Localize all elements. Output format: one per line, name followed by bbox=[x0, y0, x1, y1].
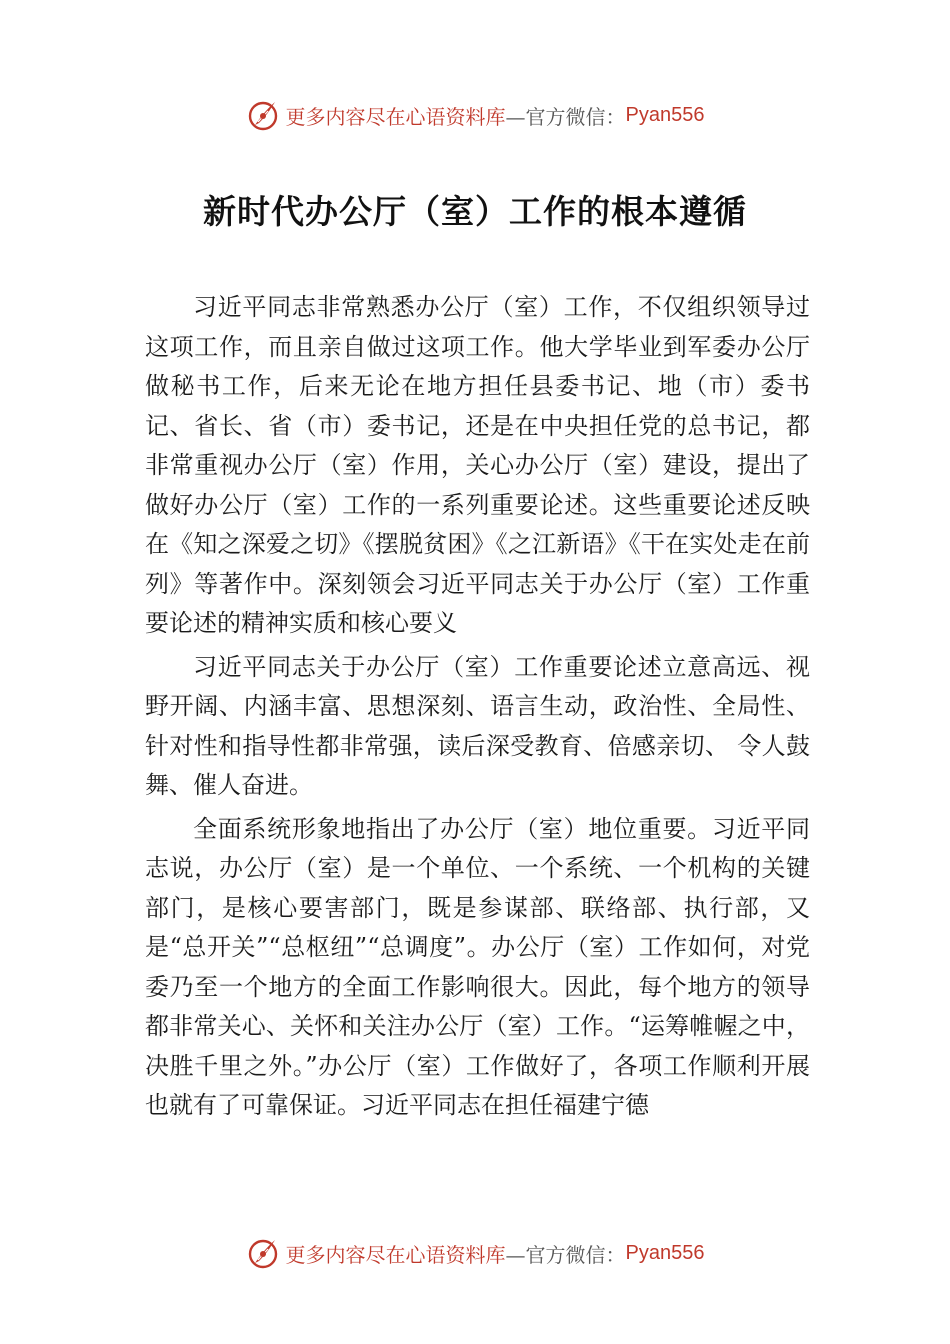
document-title: 新时代办公厅（室）工作的根本遵循 bbox=[203, 192, 747, 231]
banner-wechat-id: Pyan556 bbox=[625, 1241, 705, 1264]
banner-title: 更多内容尽在心语资料库 bbox=[285, 104, 506, 129]
paragraph: 全面系统形象地指出了办公厅（室）地位重要。习近平同志说，办公厅（室）是一个单位、一个系统、一个机构的关键部门，是核心要害部门，既是参谋部、联络部、执行部，又是“总开关”“总枢纽”“总调度”。办公厅（室）工作如何，对党委乃至一个地方的全面工作影响很大。因此，每个地方的领导都非常关心、关怀和关注办公厅（室）工作。“运筹帷幄之中，决胜千里之外。”办公厅（室）工作做好了，各项工作顺利开展也就有了可靠保证。习近平同志在担任福建宁德 bbox=[145, 814, 810, 1119]
banner-title: 更多内容尽在心语资料库 bbox=[285, 1242, 506, 1267]
paragraph: 习近平同志非常熟悉办公厅（室）工作，不仅组织领导过这项工作，而且亲自做过这项工作。他大学毕业到军委办公厅做秘书工作，后来无论在地方担任县委书记、地（市）委书记、省长、省（市）委书记，还是在中央担任党的总书记，都非常重视办公厅（室）作用，关心办公厅（室）建设，提出了做好办公厅（室）工作的一系列重要论述。这些重要论述反映在《知之深爱之切》《摆脱贫困》《之江新语》《干在实处走在前列》等著作中。深刻领会习近平同志关于办公厅（室）工作重要论述的精神实质和核心要义 bbox=[145, 293, 810, 637]
footer-banner bbox=[0, 1233, 950, 1273]
banner-wechat-id: Pyan556 bbox=[625, 103, 705, 126]
document-body bbox=[145, 288, 810, 1130]
header-banner bbox=[0, 95, 950, 135]
paragraph: 习近平同志关于办公厅（室）工作重要论述立意高远、视野开阔、内涵丰富、思想深刻、语言生动，政治性、全局性、针对性和指导性都非常强，读后深受教育、倍感亲切、 令人鼓舞、催人奋进。 bbox=[145, 652, 810, 799]
banner-separator: —官方微信： bbox=[505, 1242, 626, 1267]
quill-pen-logo-icon bbox=[246, 1236, 280, 1270]
quill-pen-logo-icon bbox=[246, 98, 280, 132]
banner-separator: —官方微信： bbox=[505, 104, 626, 129]
